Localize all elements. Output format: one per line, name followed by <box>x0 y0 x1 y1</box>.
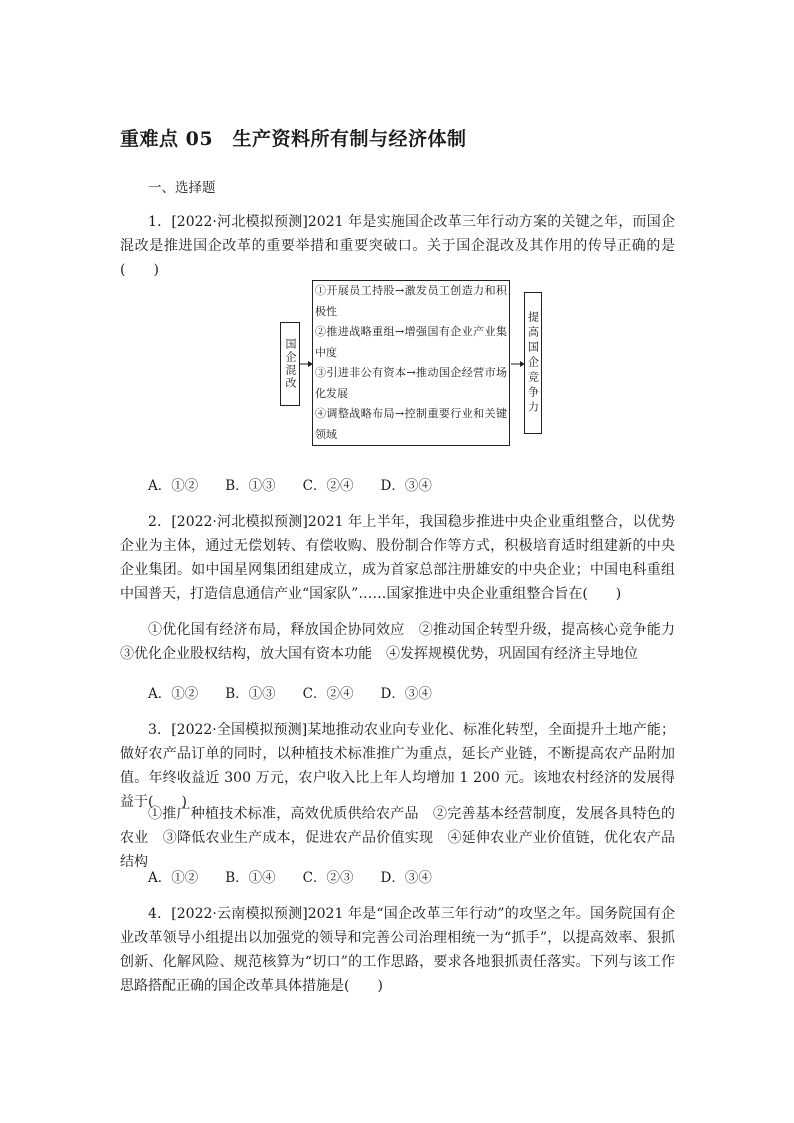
question-2-options: ①优化国有经济布局，释放国企协同效应 ②推动国企转型升级，提高核心竞争能力 ③优化企业股权结构，放大国有资本功能 ④发挥规模优势，巩固国有经济主导地位 <box>120 622 689 662</box>
diagram-item: ③引进非公有资本→推动国企经营市场化发展 <box>315 366 507 400</box>
question-1-choices: A．①② B．①③ C．②④ D．③④ <box>148 478 432 494</box>
diagram-right-box: 提高国企竞争力 <box>524 292 542 434</box>
diagram-item: ①开展员工持股→激发员工创造力和积极性 <box>315 284 507 318</box>
question-3-choices: A．①② B．①④ C．②③ D．③④ <box>148 870 432 886</box>
arrow-right-icon <box>299 360 313 368</box>
question-2-choices: A．①② B．①③ C．②④ D．③④ <box>148 686 432 702</box>
diagram-middle-box <box>312 280 510 446</box>
question-1-diagram <box>280 280 550 450</box>
page-title: 重难点 05 生产资料所有制与经济体制 <box>120 128 467 150</box>
question-1-stem: 1．[2022·河北模拟预测]2021 年是实施国企改革三年行动方案的关键之年，而国企混改是推进国企改革的重要举措和重要突破口。关于国企混改及其作用的传导正确的是( ) <box>120 214 675 278</box>
question-3-stem: 3．[2022·全国模拟预测]某地推动农业向专业化、标准化转型，全面提升土地产能；做好农产品订单的同时，以种植技术标准推广为重点，延长产业链，不断提高农产品附加值。年终收益近 300 万元，农户收入比上年人均增加 1 200 元。该地农村经济的发展得益于( ) <box>120 722 675 810</box>
diagram-item: ②推进战略重组→增强国有企业产业集中度 <box>315 325 507 359</box>
diagram-left-box: 国企混改 <box>280 322 300 406</box>
section-heading: 一、选择题 <box>148 180 216 196</box>
diagram-item: ④调整战略布局→控制重要行业和关键领域 <box>315 407 507 441</box>
question-4-stem: 4．[2022·云南模拟预测]2021 年是“国企改革三年行动”的攻坚之年。国务院国有企业改革领导小组提出以加强党的领导和完善公司治理相统一为“抓手”，以提高效率、狠抓创新、化解风险、规范核算为“切口”的工作思路，要求各地狠抓责任落实。下列与该工作思路搭配正确的国企改革具体措施是( ) <box>120 906 675 994</box>
question-2-stem: 2．[2022·河北模拟预测]2021 年上半年，我国稳步推进中央企业重组整合，以优势企业为主体，通过无偿划转、有偿收购、股份制合作等方式，积极培育适时组建新的中央企业集团。如中国星网集团组建成立，成为首家总部注册雄安的中央企业；中国电科重组中国普天，打造信息通信产业“国家队”……国家推进中央企业重组整合旨在( ) <box>120 514 675 602</box>
question-3-options: ①推广种植技术标准，高效优质供给农产品 ②完善基本经营制度，发展各具特色的农业 ③降低农业生产成本，促进农产品价值实现 ④延伸农业产业价值链，优化农产品结构 <box>120 806 675 870</box>
